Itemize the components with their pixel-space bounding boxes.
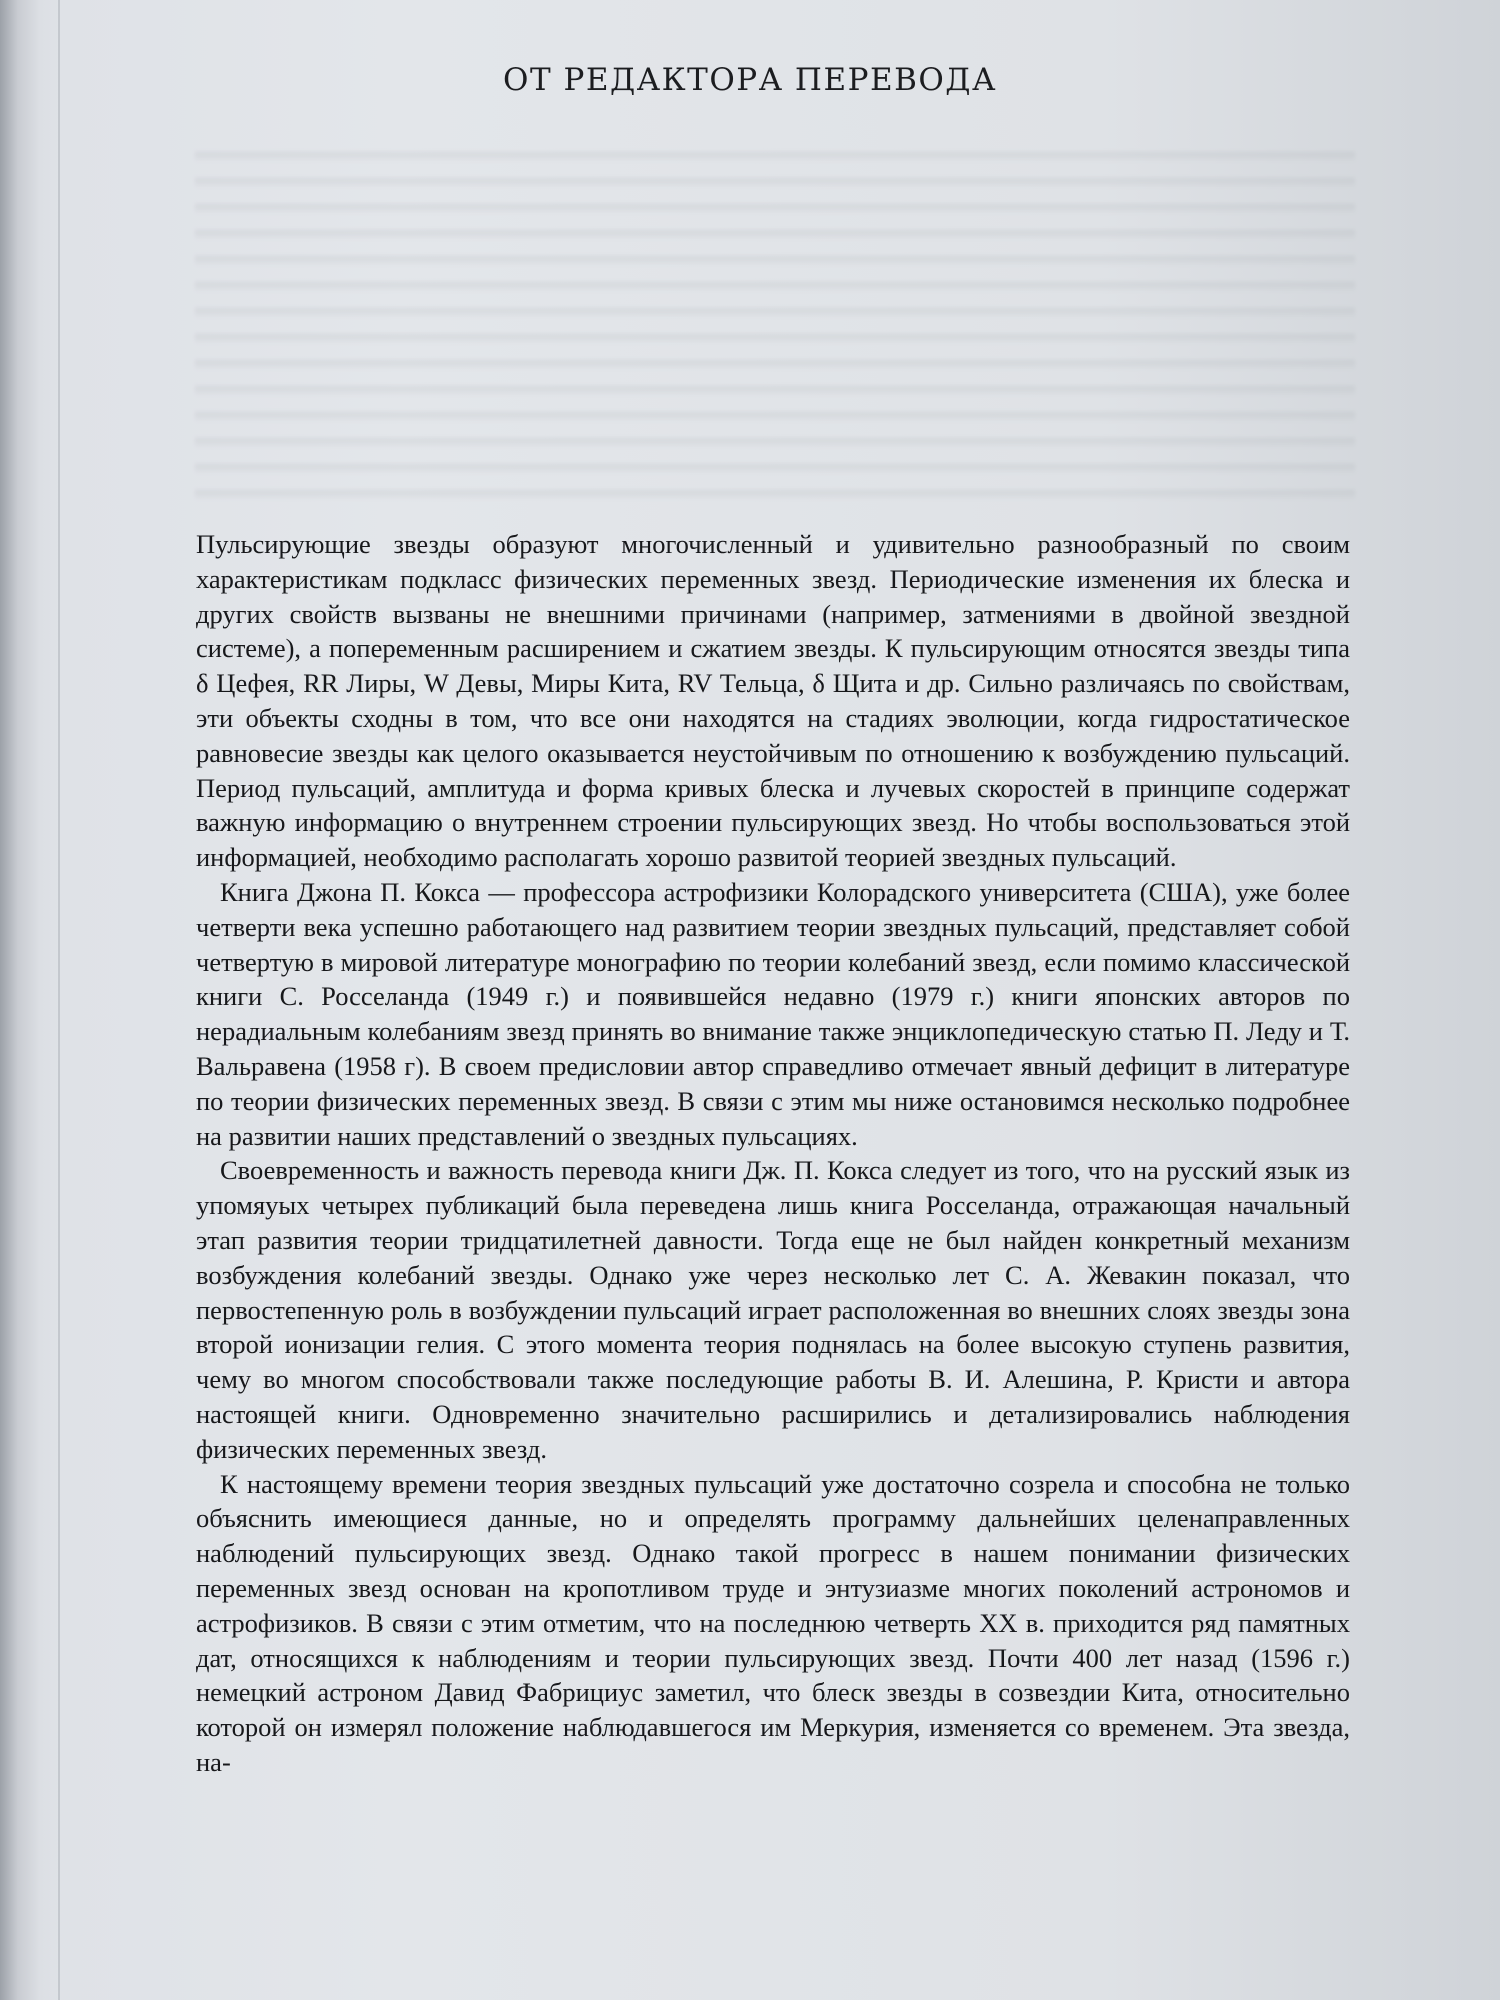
paragraph-1: Пульсирующие звезды образуют многочисленный и удивительно разнообразный по своим характеристикам подкласс физических переменных звезд. Периодические изменения их блеска и других свойств вызваны не внешними причинами (например, затмениями в двойной звездной системе), а попеременным расширением и сжатием звезды. К пульсирующим относятся звезды типа δ Цефея, RR Лиры, W Девы, Миры Кита, RV Тельца, δ Щита и др. Сильно различаясь по свойствам, эти объекты сходны в том, что все они находятся на стадиях эволюции, когда гидростатическое равновесие звезды как целого оказывается неустойчивым по отношению к возбуждению пульсаций. Период пульсаций, амплитуда и форма кривых блеска и лучевых скоростей в принципе содержат важную информацию о внутреннем строении пульсирующих звезд. Но чтобы воспользоваться этой информацией, необходимо располагать хорошо развитой теорией звездных пульсаций. — [196, 529, 1350, 873]
page-title: ОТ РЕДАКТОРА ПЕРЕВОДА — [503, 62, 997, 98]
page-gutter — [58, 0, 60, 2000]
paragraph-2: Книга Джона П. Кокса — профессора астрофизики Колорадского университета (США), уже более четверти века успешно работающего над развитием теории звездных пульсаций, представляет собой четвертую в мировой литературе монографию по теории колебаний звезд, если помимо классической книги С. Росселанда (1949 г.) и появившейся недавно (1979 г.) книги японских авторов по нерадиальным колебаниям звезд принять во внимание также энциклопедическую статью П. Леду и Т. Вальравена (1958 г). В своем предисловии автор справедливо отмечает явный дефицит в литературе по теории физических переменных звезд. В связи с этим мы ниже остановимся несколько подробнее на развитии наших представлений о звездных пульсациях. — [196, 876, 1350, 1151]
paragraph-3: Своевременность и важность перевода книги Дж. П. Кокса следует из того, что на русский язык из упомяуых четырех публикаций была переведена лишь книга Росселанда, отражающая начальный этап развития теории тридцатилетней давности. Тогда еще не был найден конкретный механизм возбуждения колебаний звезды. Однако уже через несколько лет С. А. Жевакин показал, что первостепенную роль в возбуждении пульсаций играет расположенная во внешних слоях звезды зона второй ионизации гелия. С этого момента теория поднялась на более высокую ступень развития, чему во многом способствовали также последующие работы В. И. Алешина, Р. Кристи и автора настоящей книги. Одновременно значительно расширились и детализировались наблюдения физических переменных звезд. — [196, 1155, 1350, 1464]
body-text — [196, 527, 1350, 1780]
paragraph-4: К настоящему времени теория звездных пульсаций уже достаточно созрела и способна не только объяснить имеющиеся данные, но и определять программу дальнейших целенаправленных наблюдений пульсирующих звезд. Однако такой прогресс в нашем понимании физических переменных звезд основан на кропотливом труде и энтузиазме многих поколений астрономов и астрофизиков. В связи с этим отметим, что на последнюю четверть XX в. приходится ряд памятных дат, относящихся к наблюдениям и теории пульсирующих звезд. Почти 400 лет назад (1596 г.) немецкий астроном Давид Фабрициус заметил, что блеск звезды в созвездии Кита, относительно которой он измерял положение наблюдавшегося им Меркурия, изменяется со временем. Эта звезда, на- — [196, 1468, 1350, 1777]
show-through-text — [195, 140, 1355, 500]
